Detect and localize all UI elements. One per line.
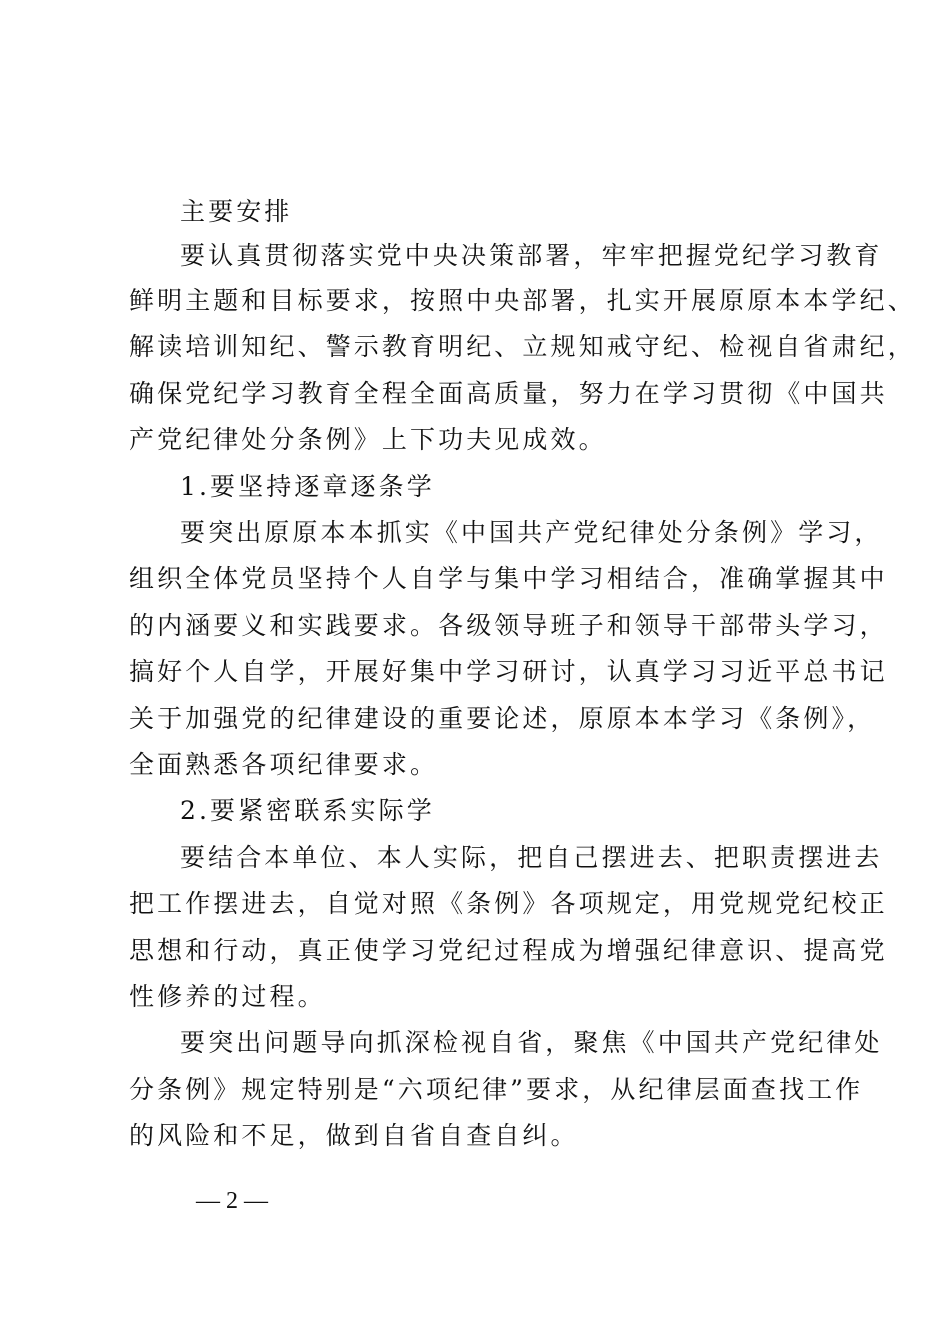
paragraph-line: 的内涵要义和实践要求。各级领导班子和领导干部带头学习， [129, 611, 888, 640]
paragraph-line: 关于加强党的纪律建设的重要论述，原原本本学习《条例》， [129, 704, 876, 733]
paragraph-line: 要认真贯彻落实党中央决策部署，牢牢把握党纪学习教育 [180, 241, 883, 270]
paragraph-line: 确保党纪学习教育全程全面高质量，努力在学习贯彻《中国共 [129, 379, 888, 408]
paragraph-line: 产党纪律处分条例》上下功夫见成效。 [129, 425, 607, 454]
paragraph-line: 鲜明主题和目标要求，按照中央部署，扎实开展原原本本学纪、 [129, 286, 916, 315]
subsection-heading: 2.要紧密联系实际学 [180, 796, 435, 825]
subsection-heading: 1.要坚持逐章逐条学 [180, 472, 435, 501]
paragraph-line: 分条例》规定特别是“六项纪律”要求，从纪律层面查找工作 [129, 1075, 864, 1104]
paragraph-line: 思想和行动，真正使学习党纪过程成为增强纪律意识、提高党 [129, 936, 888, 965]
paragraph-line: 的风险和不足，做到自省自查自纠。 [129, 1121, 579, 1150]
paragraph-line: 要突出原原本本抓实《中国共产党纪律处分条例》学习， [180, 518, 883, 547]
paragraph-line: 性修养的过程。 [129, 982, 326, 1011]
paragraph-line: 全面熟悉各项纪律要求。 [129, 750, 439, 779]
paragraph-line: 搞好个人自学，开展好集中学习研讨，认真学习习近平总书记 [129, 657, 888, 686]
paragraph-line: 要突出问题导向抓深检视自省，聚焦《中国共产党纪律处 [180, 1028, 883, 1057]
paragraph-line: 解读培训知纪、警示教育明纪、立规知戒守纪、检视自省肃纪， [129, 332, 916, 361]
paragraph-line: 组织全体党员坚持个人自学与集中学习相结合，准确掌握其中 [129, 564, 888, 593]
paragraph-line: 把工作摆进去，自觉对照《条例》各项规定，用党规党纪校正 [129, 889, 888, 918]
paragraph-line: 要结合本单位、本人实际，把自己摆进去、把职责摆进去 [180, 843, 883, 872]
section-heading: 主要安排 [180, 197, 293, 226]
page-number: — 2 — [196, 1188, 268, 1214]
